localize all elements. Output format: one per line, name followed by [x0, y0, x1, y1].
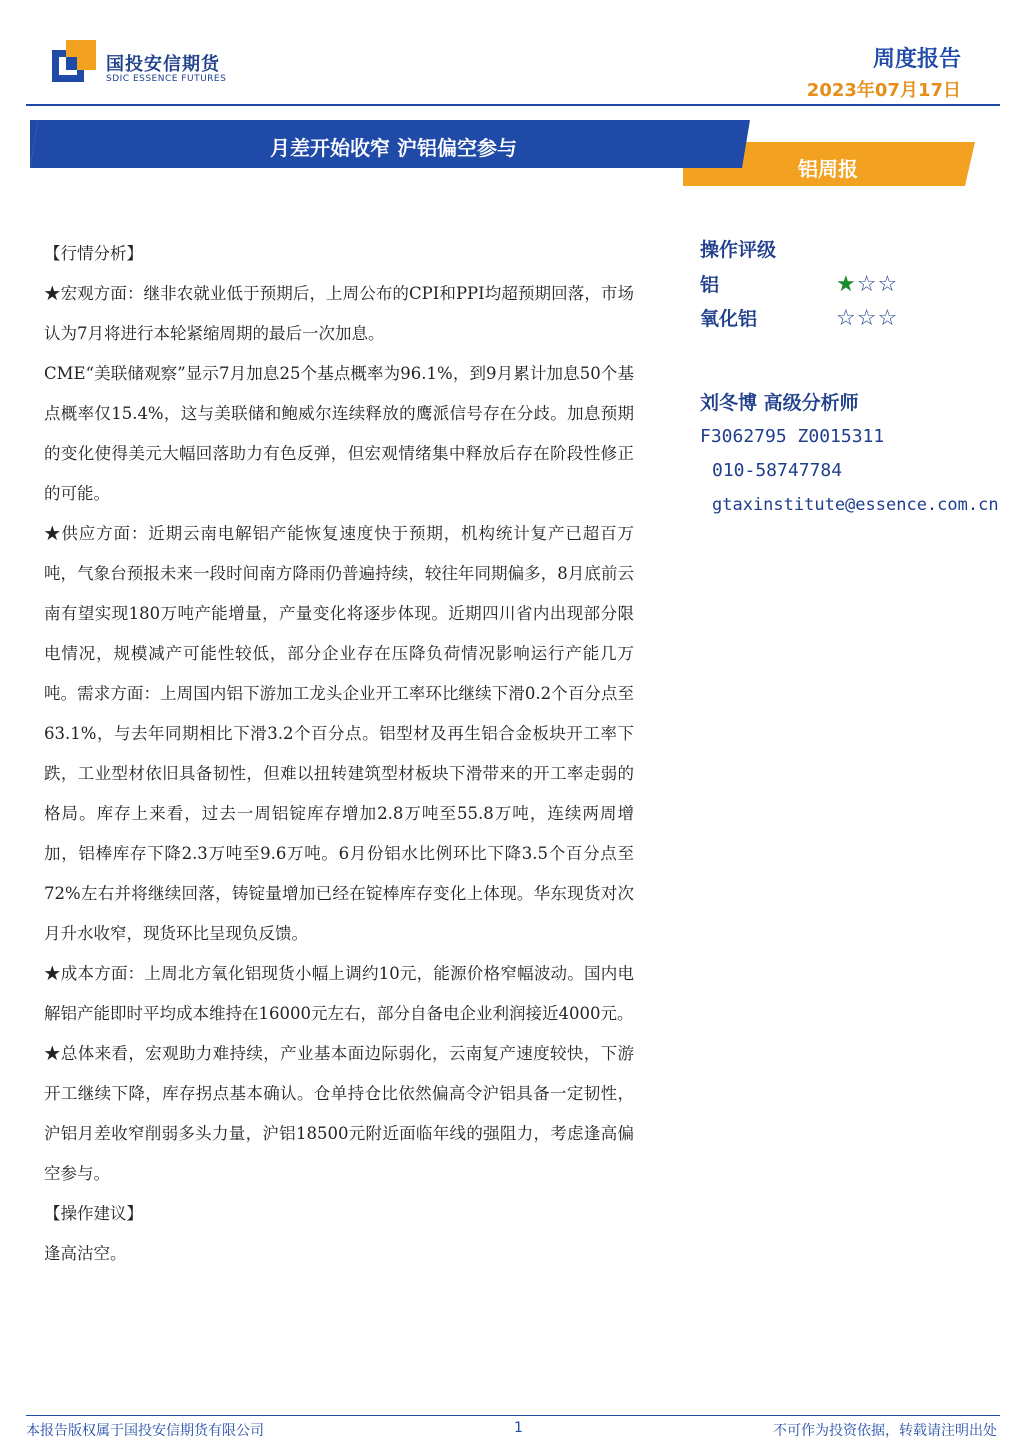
rating-name: 氧化铝: [700, 308, 758, 330]
paragraph-macro: ★宏观方面：继非农就业低于预期后，上周公布的CPI和PPI均超预期回落，市场认为7月将进行本轮紧缩周期的最后一次加息。: [44, 284, 634, 343]
rating-row-alumina: [700, 302, 1020, 336]
page-footer: [0, 1408, 1025, 1450]
paragraph-summary: ★总体来看，宏观助力难持续，产业基本面边际弱化，云南复产速度较快，下游开工继续下降，库存拐点基本确认。仓单持仓比依然偏高令沪铝具备一定韧性，沪铝月差收窄削弱多头力量，沪铝18500元附近面临年线的强阻力，考虑逢高偏空参与。: [44, 1044, 634, 1183]
rating-row-aluminum: [700, 268, 1020, 302]
main-content: [44, 234, 634, 1274]
header-divider: [26, 104, 1000, 106]
section-title-advice: 【操作建议】: [44, 1204, 143, 1223]
analyst-email[interactable]: gtaxinstitute@essence.com.cn: [712, 495, 999, 515]
footer-divider: [26, 1415, 1000, 1416]
page-number: 1: [514, 1420, 523, 1436]
rating-title: 操作评级: [700, 239, 777, 261]
analyst-phone: 010-58747784: [712, 460, 843, 481]
report-date: 2023年07月17日: [806, 80, 961, 101]
rating-stars-icon: ☆☆☆: [836, 306, 899, 331]
rating-stars-icon: ★☆☆: [836, 272, 899, 297]
page-header: [0, 0, 1025, 110]
company-name-en: SDIC ESSENCE FUTURES: [106, 74, 227, 84]
company-name-cn: 国投安信期货: [106, 54, 220, 75]
report-category-tag: 铝周报: [798, 157, 858, 181]
rating-name: 铝: [700, 274, 720, 296]
paragraph-cme: CME“美联储观察”显示7月加息25个基点概率为96.1%，到9月累计加息50个基点概率仅15.4%，这与美联储和鲍威尔连续释放的鹰派信号存在分歧。加息预期的变化使得美元大幅回落助力有色反弹，但宏观情绪集中释放后存在阶段性修正的可能。: [44, 364, 634, 503]
analyst-license: F3062795 Z0015311: [700, 426, 885, 447]
report-title: 月差开始收窄 沪铝偏空参与: [270, 136, 517, 160]
paragraph-supply-demand: ★供应方面：近期云南电解铝产能恢复速度快于预期，机构统计复产已超百万吨，气象台预报未来一段时间南方降雨仍普遍持续，较往年同期偏多，8月底前云南有望实现180万吨产能增量，产量变化将逐步体现。近期四川省内出现部分限电情况，规模减产可能性较低，部分企业存在压降负荷情况影响运行产能几万吨。需求方面：上周国内铝下游加工龙头企业开工率环比继续下滑0.2个百分点至63.1%，与去年同期相比下滑3.2个百分点。铝型材及再生铝合金板块开工率下跌，工业型材依旧具备韧性，但难以扭转建筑型材板块下滑带来的开工率走弱的格局。库存上来看，过去一周铝锭库存增加2.8万吨至55.8万吨，连续两周增加，铝棒库存下降2.3万吨至9.6万吨。6月份铝水比例环比下降3.5个百分点至72%左右并将继续回落，铸锭量增加已经在锭棒库存变化上体现。华东现货对次月升水收窄，现货环比呈现负反馈。: [44, 524, 634, 943]
footer-copyright: 本报告版权属于国投安信期货有限公司: [26, 1423, 264, 1439]
company-logo-icon: [52, 40, 96, 82]
sidebar: [700, 232, 1020, 522]
paragraph-cost: ★成本方面：上周北方氧化铝现货小幅上调约10元，能源价格窄幅波动。国内电解铝产能即时平均成本维持在16000元左右，部分自备电企业利润接近4000元。: [44, 964, 634, 1023]
section-title-analysis: 【行情分析】: [44, 244, 143, 263]
footer-disclaimer: 不可作为投资依据，转载请注明出处: [773, 1423, 997, 1439]
advice-text: 逢高沽空。: [44, 1244, 127, 1263]
report-type: 周度报告: [872, 47, 961, 72]
analyst-name: 刘冬博 高级分析师: [700, 392, 859, 414]
